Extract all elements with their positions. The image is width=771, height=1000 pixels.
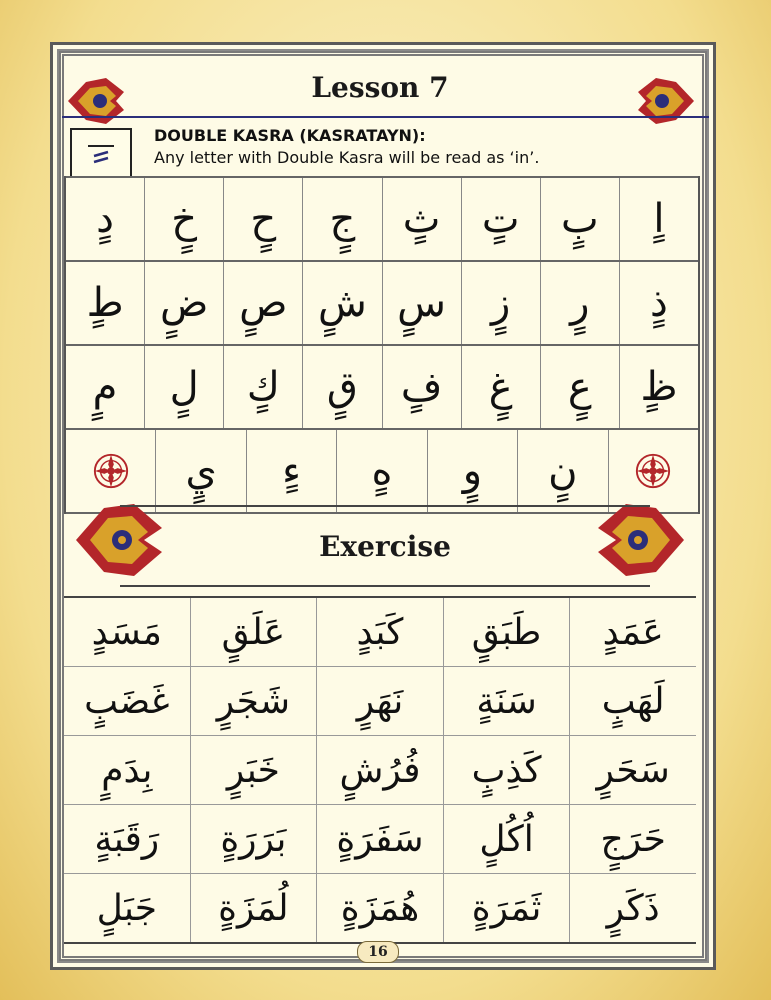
letter-cell: سٍ [383,262,462,344]
letter-cell: ءٍ [247,430,337,512]
word-cell: خَبَرٍ [190,736,317,804]
letter-cell: كٍ [224,346,303,428]
page-number-badge [348,938,408,966]
letter-cell: فٍ [383,346,462,428]
letter-cell: طٍ [66,262,145,344]
word-cell: كَبَدٍ [316,598,443,666]
letter-cell: حٍ [224,178,303,260]
lesson-title: Lesson 7 [311,70,449,104]
letter-cell: دٍ [66,178,145,260]
letter-cell: ذٍ [650,280,668,326]
word-cell: طَبَقٍ [443,598,570,666]
letter-cell: هٍ [337,430,427,512]
word-cell: ذَكَرٍ [569,874,696,942]
word-row [64,598,696,667]
word-cell: غَضَبٍ [84,680,170,722]
word-row [64,667,696,736]
word-cell: حَرَجٍ [569,805,696,873]
letter-cell: ثٍ [383,178,462,260]
letter-row [66,176,698,262]
word-cell: رَقَبَةٍ [94,818,160,860]
word-cell: سَنَةٍ [443,667,570,735]
word-row [64,874,696,942]
word-cell: شَجَرٍ [190,667,317,735]
word-cell: اُكُلٍ [443,805,570,873]
exercise-words-grid [64,596,696,944]
word-cell: عَمَدٍ [569,598,696,666]
letter-cell: خٍ [145,178,224,260]
letter-cell: رٍ [541,262,620,344]
lesson-heading: DOUBLE KASRA (KASRATAYN): [154,126,426,145]
word-cell: مَسَدٍ [91,611,162,653]
word-cell: عَلَقٍ [190,598,317,666]
letter-cell: اٍ [653,196,665,242]
kasratayn-symbol-box [70,128,132,176]
word-cell: فُرُشٍ [316,736,443,804]
word-cell: لُمَزَةٍ [190,874,317,942]
word-cell: هُمَزَةٍ [316,874,443,942]
letter-cell: قٍ [303,346,382,428]
double-kasra-icon [86,138,116,168]
letter-cell: جٍ [303,178,382,260]
letter-cell: وٍ [428,430,518,512]
letter-cell: يٍ [156,430,246,512]
word-row [64,805,696,874]
letter-cell: نٍ [518,430,608,512]
word-cell: نَهَرٍ [316,667,443,735]
lesson-description: Any letter with Double Kasra will be read as ‘in’. [154,148,540,167]
word-cell: كَذِبٍ [443,736,570,804]
lesson-header [60,58,700,116]
letter-cell: صٍ [224,262,303,344]
exercise-banner [120,505,650,587]
letter-cell: زٍ [462,262,541,344]
word-cell: ثَمَرَةٍ [443,874,570,942]
word-cell: بَرَرَةٍ [190,805,317,873]
letter-cell: شٍ [303,262,382,344]
rosette-icon [92,452,130,490]
letter-cell: غٍ [462,346,541,428]
letter-row [66,262,698,346]
word-cell: لَهَبٍ [569,667,696,735]
exercise-title: Exercise [319,529,451,563]
letter-cell: لٍ [145,346,224,428]
letter-cell: ضٍ [145,262,224,344]
word-cell: سَحَرٍ [569,736,696,804]
letter-cell: ظٍ [640,364,678,410]
word-cell: بِدَمٍ [101,749,153,791]
word-row [64,736,696,805]
header-rule [62,116,709,118]
letters-grid [64,176,700,514]
letter-cell: بٍ [541,178,620,260]
word-cell: سَفَرَةٍ [316,805,443,873]
page-number: 16 [357,941,398,963]
letter-row [66,346,698,430]
lesson-intro [64,122,696,174]
word-cell: جَبَلٍ [96,887,157,929]
letter-cell: تٍ [462,178,541,260]
rosette-icon [634,452,672,490]
letter-cell: عٍ [541,346,620,428]
letter-cell: مٍ [66,346,145,428]
